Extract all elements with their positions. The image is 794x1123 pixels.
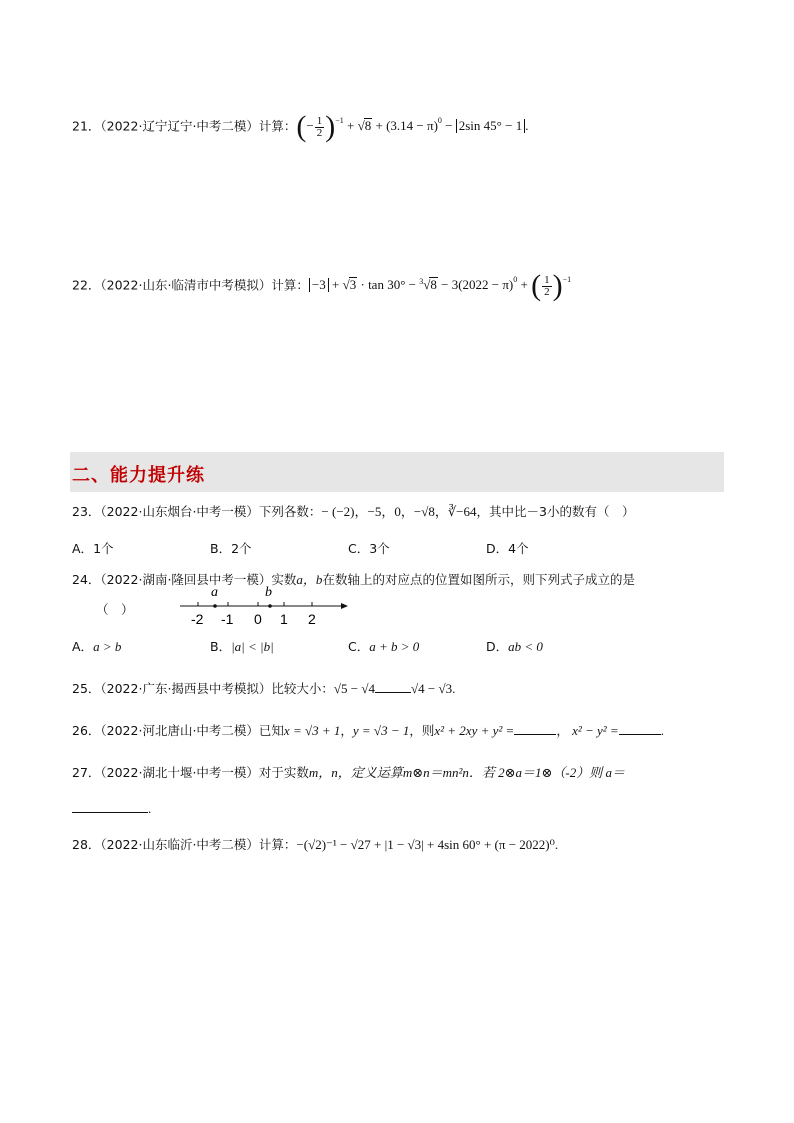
point-a-label: a — [211, 585, 218, 600]
option-b[interactable]: B．2个 — [210, 541, 252, 556]
section-title: 二、能力提升练 — [72, 465, 205, 486]
question-27-answer-line: . — [72, 800, 151, 818]
question-25: 25．（2022·广东·揭西县中考模拟）比较大小：√5 − √4 √4 − √3. — [72, 681, 456, 696]
question-source: （2022·湖南·隆回县中考一模）实数 — [100, 572, 297, 587]
question-24-paren: （ ） — [96, 602, 134, 617]
option-b[interactable]: B．|a| < |b| — [210, 639, 274, 654]
answer-blank[interactable] — [375, 680, 411, 693]
question-26: 26．（2022·河北唐山·中考二模）已知x = √3 + 1，y = √3 − 1，则x² + 2xy + y² = ， x² − y² = . — [72, 723, 664, 738]
answer-blank[interactable] — [72, 800, 148, 813]
number-list: − (−2)，−5，0，−√8，∛−64 — [321, 504, 477, 519]
math-expression: $-3 + √3 \cdot \tan 30^\circ - ^3√8 - 3(2022 - \pi)^0$ + ( $\frac{1}{2}$ )$^{-1}$ — [309, 277, 571, 292]
number-line — [178, 582, 358, 626]
tick-label: 2 — [308, 611, 316, 626]
number-line-arrow — [341, 603, 348, 609]
tick-label: -2 — [191, 611, 204, 626]
question-21 — [72, 110, 529, 144]
point-a-dot — [213, 604, 217, 608]
point-b-dot — [268, 604, 272, 608]
question-27: 27．（2022·湖北十堰·中考一模）对于实数m，n，定义运算m⊗n＝mn²n．若 2⊗a＝1⊗（-2）则 a＝ — [72, 765, 625, 780]
question-source: （2022·辽宁辽宁·中考二模）计算： — [100, 118, 297, 134]
answer-blank[interactable] — [619, 722, 661, 735]
question-28: 28．（2022·山东临沂·中考二模）计算：−(√2)⁻¹ − √27 + |1 − √3| + 4sin 60° + (π − 2022)⁰. — [72, 837, 559, 852]
option-c[interactable]: C．a + b > 0 — [348, 639, 420, 654]
question-source: （2022·河北唐山·中考二模）已知 — [100, 723, 284, 738]
question-number: 21． — [72, 118, 101, 134]
question-number: 28． — [72, 837, 101, 852]
question-number: 24． — [72, 572, 101, 587]
tick-label: -1 — [221, 611, 234, 626]
question-number: 27． — [72, 765, 101, 780]
answer-blank[interactable] — [514, 722, 556, 735]
question-number: 25． — [72, 681, 101, 696]
question-number: 26． — [72, 723, 101, 738]
tick-label: 0 — [254, 611, 262, 626]
question-23: 23．（2022·山东烟台·中考一模）下列各数：− (−2)，−5，0，−√8，∛−64，其中比－3小的数有（ ） — [72, 504, 635, 519]
option-c[interactable]: C．3个 — [348, 541, 390, 556]
question-number: 22． — [72, 277, 101, 293]
question-source: （2022·山东烟台·中考一模）下列各数： — [100, 504, 322, 519]
question-source: （2022·山东·临清市中考模拟）计算： — [100, 277, 309, 293]
question-24: 24．（2022·湖南·隆回县中考一模）实数a，b在数轴上的对应点的位置如图所示，则下列式子成立的是 — [72, 572, 635, 587]
question-source: （2022·广东·揭西县中考模拟）比较大小： — [100, 681, 334, 696]
math-expression: (− $\frac{1}{2}$ )$^{-1} + √8 + (3.14 - \pi)^0 - 2\sin$ 45° − 1 . — [296, 110, 529, 144]
option-a[interactable]: A．1个 — [72, 541, 114, 556]
tick-label: 1 — [280, 611, 288, 626]
question-number: 23． — [72, 504, 101, 519]
question-source: （2022·湖北十堰·中考一模）对于实数 — [100, 765, 309, 780]
point-b-label: b — [265, 585, 272, 600]
question-source: （2022·山东临沂·中考二模）计算： — [100, 837, 297, 852]
option-a[interactable]: A．a > b — [72, 639, 122, 654]
option-d[interactable]: D．ab < 0 — [486, 639, 543, 654]
question-22 — [72, 269, 572, 303]
option-d[interactable]: D．4个 — [486, 541, 529, 556]
